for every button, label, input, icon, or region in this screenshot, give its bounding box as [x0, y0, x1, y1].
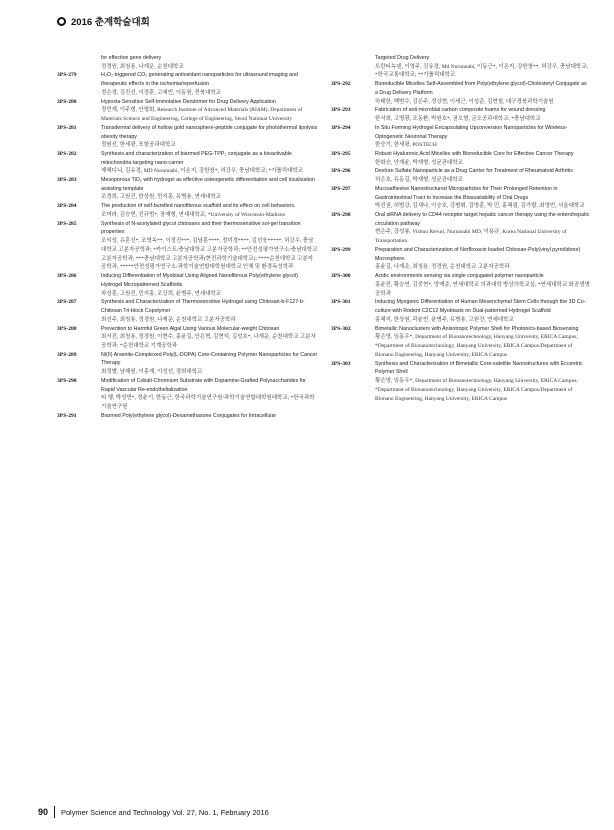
- entry-body: [375, 80, 591, 106]
- entry-title: Robust Hyaluronic Acid Micelles with Bioreducible Core for Effective Cancer Therapy: [375, 151, 574, 157]
- entry-title: Dextran Sulfate Nanoparticle as a Drug Carrier for Treatment of Rheumatoid Arthritis: [375, 168, 573, 175]
- bullet-circle-icon: [57, 17, 66, 26]
- entry-title: Mesoporous TiO₂ with hydrogel as effective osteogenetic differentiation and cell localization assisting template: [101, 177, 315, 192]
- entry-title: Ni(II) Arsenite-Complexed Poly(L-DOPA) Core-Containing Polymer Nanoparticles for Cancer Therapy: [101, 351, 318, 367]
- entry-authors: 트란티녹넨, 이영주, 김유경, Md Nurunnabi, 이동근*, 이온지, 강한창**, 허강우, 충남대학교; *한국교통대학교; **가톨릭대학교: [375, 63, 589, 79]
- entry-authors: 홍윤길, 나재운, 최청용, 정경원, 순천대학교 고분자공학과: [375, 264, 510, 271]
- entry-id: 3PS-300: [331, 273, 351, 280]
- entry-authors: 하태한, 백범수, 김은주, 정상현, 이세근, 이성준, 김현철, 대구경북과학기술원: [375, 98, 554, 105]
- entry-body: [375, 272, 591, 298]
- left-column: [57, 54, 318, 421]
- entry-id: 3PS-297: [331, 185, 351, 192]
- entry-title: H₂O₂-triggered CO₂ generating antioxidant nanoparticles for ultrasound imaging and therapeutic effects in the ischemia/reperfusion: [101, 72, 298, 88]
- entry-body: [375, 185, 591, 211]
- entry-body: [101, 71, 318, 97]
- entry-title: Fabrication of anti-microbial carbon composite foams for wound dressing: [375, 107, 546, 114]
- entry-authors: 정경원, 최청용, 나재운, 순천대학교: [101, 63, 184, 70]
- entry-id: 3PS-282: [57, 151, 77, 157]
- entry-authors: 조경희, 고원건, 한상원, 민지홍, 유병용, 연세대학교: [101, 194, 222, 201]
- entry-authors: 조익성, 유혼선*, 조영옥**, 이정진***, 김남훈****, 정미경****, 김선웅*****, 허강우, 충남대학교 고분자공학과; *카이스트/충남대학교 고분자공학과; **안전성평가연구소/충남대학교 고분자공학과; ***충남대학교 고분자공학과(현진과학기술대학교); ****순천대학교 고분자공학과; *****안전성평가연구소/과학기술연합대학원대학교 인체 및 환경독성학과: [101, 237, 318, 271]
- entry-authors: 최서진, 최청용, 정경원, 이현수, 홍윤길, 안은혁, 김현석, 김성호*, 나재운, 순천대학교 고분자공학과; *순천대학교 기계공학과: [101, 334, 316, 349]
- entry-title: Synthesis and Characterization of Thermosensitive Hydrogel using Chitosan-b-F127-b-Chitosan Tri-block Copolymer: [101, 299, 305, 315]
- entry-body: [375, 54, 591, 80]
- entry-body: [101, 412, 318, 421]
- page-footer: [38, 806, 269, 818]
- abstract-entry: [331, 360, 591, 404]
- footer-divider: [54, 806, 55, 818]
- abstract-entry: [57, 377, 318, 412]
- entry-title: Transdermal delivery of hollow gold nanosphere-peptide conjugate for photothermal lipolysis obesity therapy: [101, 124, 318, 140]
- entry-id: 3PS-286: [57, 273, 77, 280]
- entry-authors: 최선주, 최청용, 정경원, 나재운, 순천대학교 고분자공학과: [101, 316, 236, 323]
- entry-title: Preparation and Characterization of Norfloxacin loaded Chitosan-Poly(vinyl pyrrolidone) Microsphere.: [375, 247, 581, 262]
- entry-authors: 한승기, 한세광, POSTECH: [375, 142, 437, 149]
- entry-body: [101, 176, 318, 202]
- abstract-entry: [57, 71, 318, 97]
- abstract-entry: [331, 246, 591, 272]
- abstract-entry: [57, 202, 318, 219]
- entry-id: 3PS-299: [331, 247, 351, 253]
- entry-authors: 황은영, 임동우*, Department of Bionanotechnology, Hanyang University, ERICA Campus; *Department of Bionanotechnology, Hanyang University, ERICA Campus/Department of Bionano Engineering, Hanyang University, ERICA Campus: [375, 334, 578, 358]
- entry-title: Prevention to Harmful Green Algal Using Various Molecular-weight Chitosan: [101, 325, 280, 332]
- journal-citation: Polymer Science and Technology Vol. 27, No. 1, February 2016: [61, 807, 269, 817]
- entry-body: [101, 298, 318, 324]
- entry-title: Synthesis of N-acetylated glycol chitosans and their thermosensitive sol-gel transition properties: [101, 220, 301, 236]
- entry-body: [101, 272, 318, 298]
- entry-id: 3PS-301: [331, 299, 351, 306]
- abstract-entry: [331, 272, 591, 298]
- entry-authors: 박진권, 허범강, 김새나, 이승호, 강범휘, 김명훈, 박 민, 홍해림, 김가람, 최영빈, 서울대학교: [375, 203, 585, 210]
- entry-authors: 최정별, 남혜원, 이홍재, 이성선, 경희대학교: [101, 369, 203, 376]
- entry-id: 3PS-281: [57, 124, 77, 131]
- entry-body: [375, 325, 591, 360]
- entry-id: 3PS-287: [57, 299, 77, 306]
- abstract-entry: [331, 298, 591, 324]
- entry-id: 3PS-288: [57, 325, 77, 332]
- entry-id: 3PS-296: [331, 168, 351, 175]
- entry-body: [101, 351, 318, 377]
- entry-id: 3PS-294: [331, 124, 351, 131]
- header-title: 2016 춘계학술대회: [71, 17, 150, 28]
- entry-body: [375, 211, 591, 246]
- entry-id: 3PS-303: [331, 360, 351, 367]
- entry-id: [57, 54, 101, 71]
- entry-authors: 현은주, 강성룡, Vishnu Revuri, Nurunnabi MD, 이용규, Korea National University of Transportation: [375, 229, 567, 245]
- entry-title: for effective gene delivery: [101, 55, 162, 61]
- entry-id: 3PS-302: [331, 325, 351, 332]
- entry-body: [101, 220, 318, 273]
- abstract-entry: [331, 167, 591, 184]
- entry-title: Oral siRNA delivery to CD44 receptor target hepatic cancer therapy using the enterohepatic circulation pathway: [375, 212, 590, 227]
- entry-title: The production of self-bundled nanofibrous scaffold and its effect on cell behaviors.: [101, 203, 296, 210]
- abstract-entry: [331, 325, 591, 360]
- entry-body: [375, 106, 591, 123]
- entry-authors: 조미라, 김승현, 진규범*, 장재형, 연세대학교, *University of Wisconsin-Madison: [101, 211, 286, 218]
- entry-body: [101, 325, 318, 351]
- entry-title: Targeted Drug Delivery: [375, 55, 430, 61]
- entry-body: [101, 202, 318, 219]
- entry-title: Bimetallic Nanoclusters with Anisotropic Polymer Shell for Photonics-based Biosensing: [375, 325, 579, 332]
- page-header: [57, 14, 150, 28]
- page-number: 90: [38, 807, 49, 817]
- entry-title: In Situ Forming Hydrogel Encapsulating Upconversion Nanoparticles for Wireless-Optogenetic Neuronal Therapy: [375, 124, 568, 140]
- entry-authors: 한화승, 안재윤, 박재형, 성균관대학교: [375, 159, 463, 166]
- abstract-entry: [57, 98, 318, 124]
- entry-body: [375, 124, 591, 150]
- entry-id: [331, 54, 375, 80]
- entry-id: 3PS-279: [57, 72, 77, 79]
- entry-id: 3PS-283: [57, 177, 77, 184]
- entry-body: [101, 98, 318, 124]
- entry-authors: 홍혜지, 한상원, 곽윤빈, 윤병주, 유병용, 고원건, 연세대학교: [375, 316, 514, 323]
- abstract-entry: [331, 150, 591, 167]
- entry-body: [101, 150, 318, 176]
- abstract-entry: [331, 80, 591, 106]
- entry-authors: 한서희, 고명광, 조동환, 박원호*, 권오형, 금오공과대학교; *충남대학교: [375, 116, 541, 123]
- abstract-entry: [331, 106, 591, 123]
- entry-title: Synthesis and Characterization of Bimetallic Core-satellite Nanostructures with Eccentric Polymer Shell: [375, 360, 583, 376]
- entry-id: 3PS-295: [331, 151, 351, 157]
- abstract-entry: [57, 124, 318, 150]
- entry-title: Modification of Cobalt-Chromium Substrate with Dopamine-Grafted Polysaccharides for Rapid Vascular Re-endothelialization: [101, 377, 306, 393]
- entry-id: 3PS-292: [331, 81, 351, 88]
- abstract-entry: [331, 185, 591, 211]
- entry-authors: 허은호, 유동길, 박재형, 성균관대학교: [375, 177, 463, 184]
- entry-id: 3PS-298: [331, 212, 351, 219]
- entry-title: Inducing Differentiation of Myoblast Using Aligned Nanofibrous Poly(ethylene glycol) Hydrogel Micropatterned Scaffolds: [101, 273, 298, 288]
- entry-title: Biarmed Poly(ethylene glycol)-Dexamethasone Conjugates for Intracellular: [101, 412, 277, 419]
- abstract-entry: [57, 325, 318, 351]
- entry-authors: 차성훈, 고원건, 민지홍, 조강희, 윤병주, 연세대학교: [101, 290, 222, 297]
- entry-body: [375, 150, 591, 167]
- entry-body: [101, 124, 318, 150]
- entry-body: [375, 298, 591, 324]
- entry-id: 3PS-290: [57, 377, 77, 384]
- entry-id: 3PS-291: [57, 412, 77, 419]
- entry-title: Bioreducible Micelles Self-Assembled from Poly(ethylene glycol)-Cholesteryl Conjugate as a Drug Delivery Platform: [375, 81, 587, 96]
- entry-authors: 정민재, 이주형, 안형회, Research Institute of Advanced Materials (RIAM), Department of Materials Science and Engineering, College of Engineering, Seoul National University: [101, 107, 303, 123]
- entry-id: 3PS-289: [57, 351, 77, 358]
- abstract-entry: [331, 54, 591, 80]
- entry-id: 3PS-284: [57, 203, 77, 210]
- entry-id: 3PS-280: [57, 98, 77, 105]
- entry-authors: 정은경, 김진선, 이정훈, 고예빈, 이동원, 전북대학교: [101, 89, 222, 96]
- entry-body: [375, 246, 591, 272]
- abstract-entry: [331, 124, 591, 150]
- entry-title: Acidic environments sensing via single conjugated polymer nanoparticle: [375, 273, 544, 280]
- entry-authors: 홍윤진, 황승연, 김중현*, 양재준, 연세대학교 의과대학 방상의학교실; *연세대학교 화공생명공학과: [375, 281, 590, 297]
- entry-body: [375, 167, 591, 184]
- entry-body: [375, 360, 591, 404]
- entry-authors: 정원선, 한세광, 포항공과대학교: [101, 142, 176, 149]
- abstract-entry: [57, 272, 318, 298]
- entry-authors: 황은영, 임동우*, Department of Bionanotechnology, Hanyang University, ERICA Campus; *Department of Bionanotechnology, Hanyang University, ERICA Campus/Department of Bionano Engineering, Hanyang University, ERICA Campus: [375, 377, 578, 402]
- entry-authors: 티 행, 박성빈*, 정윤기, 한동근, 한국과학기술연구원/과학기술연합대학원대학교; *한국과학기술연구원: [101, 395, 315, 411]
- entry-title: Hypoxia-Sensitive Self-Immolative Dendrimer for Drug Delivery Application: [101, 98, 276, 105]
- entry-title: Synthesis and characterization of biarmed PEG-TPP₂ conjugate as a bioactivable mitochondria targeting nano-carrier: [101, 151, 292, 166]
- entry-title: Inducing Myogenic Differentiation of Human Mesenchymal Stem Cells through the 3D Co-culture with Rodent C2C12 Myoblasts on Dual-patterned Hydrogel Scaffold: [375, 299, 586, 315]
- entry-title: Mucoadhesive Nanostructured Microparticles for Their Prolonged Retention in Gastrointestinal Tract to Increase the Bioavailability of Oral Drugs: [375, 185, 558, 201]
- abstract-entry: [57, 150, 318, 176]
- abstract-entry: [57, 298, 318, 324]
- entry-authors: 제혜디니, 김유경, MD Nurunnabi, 이온지, 강한창*, 허강우, 충남대학교; *가톨릭대학교: [101, 168, 304, 175]
- abstract-entry: [57, 176, 318, 202]
- entry-id: 3PS-293: [331, 107, 351, 114]
- entry-id: 3PS-285: [57, 220, 77, 227]
- right-column: [331, 54, 591, 404]
- entry-body: [101, 377, 318, 412]
- abstract-entry: [57, 351, 318, 377]
- entry-body: [101, 54, 318, 71]
- abstract-entry: [57, 412, 318, 421]
- abstract-entry: [57, 54, 318, 71]
- abstract-entry: [57, 220, 318, 273]
- abstract-entry: [331, 211, 591, 246]
